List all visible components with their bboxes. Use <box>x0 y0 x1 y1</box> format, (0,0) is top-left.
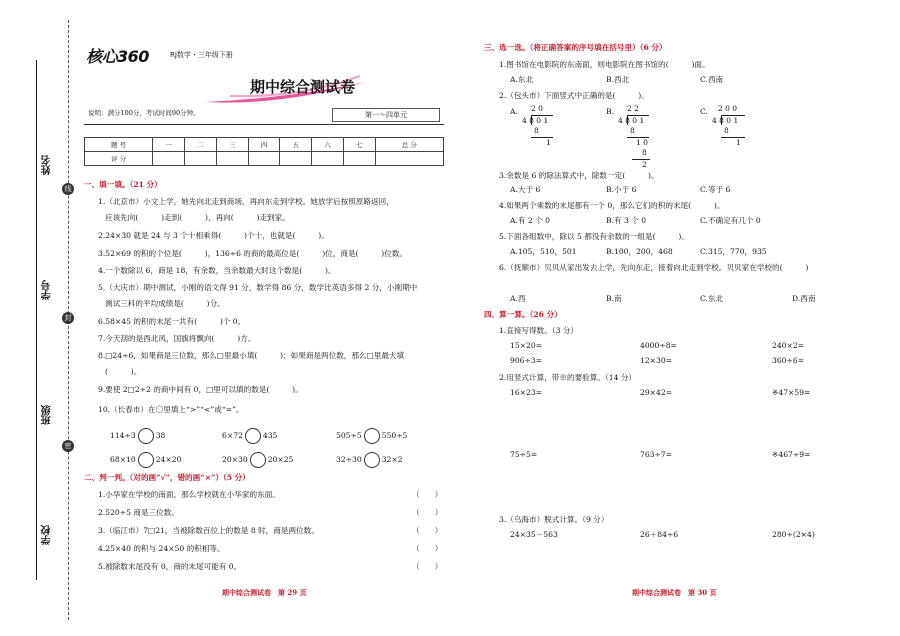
division-c: 2 0 0 4 8 0 1 8 1 <box>712 104 756 154</box>
s1-q2: 2.24×30 就是 24 与 3 个十相乘得( )个十，也就是( )。 <box>98 231 329 240</box>
s3-q2-a: A. <box>510 107 518 116</box>
s3-q5: 5.下面各组数中，除以 5 都没有余数的一组是( )。 <box>499 232 689 241</box>
footer-right: 期中综合测试卷 第 30 页 <box>632 588 717 597</box>
s1-q7: 7.今天刮的是西北风，国旗将飘向( )方。 <box>98 334 256 343</box>
vertical-calc-item: 16×23= <box>510 388 543 397</box>
binding-line <box>36 60 37 580</box>
compare-circle[interactable] <box>364 452 380 468</box>
score-cell: 四 <box>248 138 280 152</box>
score-table <box>84 137 444 166</box>
s3-q4: 4.如果两个乘数的末尾都有一个 0，那么它们的积的末尾( )。 <box>499 201 725 210</box>
compare-circle[interactable] <box>245 428 261 444</box>
compare-item <box>110 428 165 444</box>
score-input[interactable] <box>184 152 216 166</box>
s3-q5-a: A.105，510，501 <box>510 247 577 256</box>
calc-item: 240×2= <box>772 341 805 350</box>
score-cell: 二 <box>184 138 216 152</box>
unit-label: 第一～四单元 <box>332 108 440 122</box>
s2-item-4: 4.25×40 的积与 24×50 的积相等。 <box>98 544 225 553</box>
compare-left: 20×30 <box>222 455 248 464</box>
score-input[interactable] <box>248 152 280 166</box>
s3-q6-a: A.西 <box>510 294 526 303</box>
s1-q6: 6.58×45 的积的末尾一共有( )个 0。 <box>98 317 246 326</box>
s3-q3-c: C.等于 6 <box>700 185 731 194</box>
compare-right: 435 <box>262 431 278 440</box>
compare-circle[interactable] <box>364 428 380 444</box>
compare-item <box>336 428 407 444</box>
student-number-label: 学号 <box>42 280 53 300</box>
s3-q4-a: A.有 2 个 0 <box>510 216 550 225</box>
s4-part3: 3.（乌海市）脱式计算。（9 分） <box>499 515 609 524</box>
s3-q3-b: B.小于 6 <box>606 185 637 194</box>
compare-left: 505÷5 <box>336 431 362 440</box>
school-label: 学校 <box>42 525 53 545</box>
s1-q10: 10.（长春市）在〇里填上“>”“<”或“=”。 <box>98 405 244 414</box>
compare-item <box>110 452 181 468</box>
s2-item-5: 5.被除数末尾没有 0，商的末尾可能有 0。 <box>98 562 242 571</box>
step-calc-item: 24×35－563 <box>510 530 558 539</box>
section-3-heading: 三、选一选。（将正确答案的序号填在括号里）（6 分） <box>484 43 667 52</box>
compare-left: 68×10 <box>110 455 136 464</box>
score-input[interactable] <box>216 152 248 166</box>
s2-item-1: 1.小华家在学校的南面，那么学校就在小华家的东面。 <box>98 490 280 499</box>
section-1-heading: 一、填一填。（21 分） <box>84 180 162 189</box>
s1-q1-line1: 1.（北京市）小文上学，她先向北走到商场，再向东走到学校。她放学后按照原路返回， <box>98 197 394 206</box>
name-label: 姓名 <box>42 155 53 175</box>
judge-blank[interactable]: （ ） <box>412 526 443 535</box>
calc-item: 906÷3= <box>510 356 543 365</box>
s1-q9: 9.要使 2□2÷2 的商中间有 0，□里可以填的数是( )。 <box>98 385 303 394</box>
s1-q5-line2: 测试三科的平均成绩是( )分。 <box>105 299 225 308</box>
seal-xian: 线 <box>62 183 74 195</box>
calc-item: 15×20= <box>510 341 543 350</box>
page-title: 期中综合测试卷 <box>250 78 356 96</box>
step-calc-item: 26＋84÷6 <box>640 530 679 539</box>
seal-mi: 密 <box>62 440 74 452</box>
binding-strip <box>0 0 72 636</box>
s1-q8-line1: 8.□24÷6，如果商是三位数，那么□里最小填( )；如果商是两位数，那么□里最大填 <box>98 351 405 360</box>
score-cell: 六 <box>312 138 344 152</box>
class-label: 班级 <box>42 405 53 425</box>
vertical-calc-item: 29×42= <box>640 388 673 397</box>
s3-q2-c: C. <box>700 107 708 116</box>
judge-blank[interactable]: （ ） <box>412 508 443 517</box>
s3-q1: 1.图书馆在电影院的东南面，则电影院在图书馆的( )面。 <box>499 60 710 69</box>
s3-q6-c: C.东北 <box>700 294 724 303</box>
s1-q8-line2: ( )。 <box>105 367 142 376</box>
s3-q3: 3.余数是 6 的除法算式中，除数一定( )。 <box>499 171 659 180</box>
score-cell: 五 <box>280 138 312 152</box>
section-4-heading: 四、算一算。（26 分） <box>484 310 562 319</box>
score-cell: 题 号 <box>85 138 153 152</box>
s3-q2-b: B. <box>606 107 614 116</box>
s3-q3-a: A.大于 6 <box>510 185 541 194</box>
logo: 核心360 <box>86 47 149 66</box>
judge-blank[interactable]: （ ） <box>412 544 443 553</box>
header-rule <box>84 124 444 125</box>
compare-circle[interactable] <box>138 452 154 468</box>
score-input[interactable] <box>280 152 312 166</box>
s3-q2: 2.（包头市）下面竖式中正确的是( )。 <box>499 91 649 100</box>
compare-right: 550÷5 <box>381 431 408 440</box>
compare-left: 6×72 <box>222 431 243 440</box>
s3-q4-c: C.不确定有几个 0 <box>700 216 761 225</box>
subject-label: RJ数学・三年级下册 <box>170 51 233 59</box>
s1-q4: 4.一个数除以 6，商是 18，有余数，当余数最大时这个数是( )。 <box>98 266 336 275</box>
compare-right: 32×2 <box>381 455 403 464</box>
seal-feng: 封 <box>62 312 74 324</box>
s3-q1-c: C.西南 <box>700 75 724 84</box>
s1-q1-line2: 应该先向( )走到( )，再向( )走到家。 <box>105 213 290 222</box>
exam-note: 说明：满分100分，考试时间90分钟。 <box>88 109 200 117</box>
compare-item <box>336 452 403 468</box>
compare-left: 114÷3 <box>110 431 136 440</box>
s3-q1-b: B.西北 <box>606 75 630 84</box>
compare-left: 32÷30 <box>336 455 362 464</box>
compare-right: 20×25 <box>267 455 294 464</box>
judge-blank[interactable]: （ ） <box>412 490 443 499</box>
division-b: 2 2 4 8 0 1 8 1 0 8 2 <box>618 104 658 170</box>
calc-item: 12×30= <box>640 356 673 365</box>
vertical-calc-item: 763÷7= <box>640 450 673 459</box>
judge-blank[interactable]: （ ） <box>412 562 443 571</box>
step-calc-item: 280÷(2×4) <box>772 530 815 539</box>
score-input[interactable] <box>312 152 344 166</box>
footer-left: 期中综合测试卷 第 29 页 <box>222 588 307 597</box>
compare-right: 38 <box>155 431 166 440</box>
s2-item-3: 3.（临江市）7□21，当被除数百位上的数是 8 时，商是两位数。 <box>98 526 319 535</box>
score-cell: 总 分 <box>375 138 443 152</box>
s3-q4-b: B.有 3 个 0 <box>606 216 647 225</box>
vertical-calc-item: 75÷5= <box>510 450 538 459</box>
score-cell: 评 分 <box>85 152 153 166</box>
score-value-row <box>85 152 444 166</box>
vertical-calc-item: ※467÷9= <box>772 450 811 459</box>
score-cell: 七 <box>343 138 375 152</box>
s1-q5-line1: 5.（大庆市）期中测试，小刚的语文得 91 分，数学得 86 分，数学比英语多得 2 分，小刚期中 <box>98 283 418 292</box>
score-input[interactable] <box>153 152 185 166</box>
s1-q3: 3.52×69 的积的个位是( )，136÷6 的商的最高位是( )位，商是( )位数。 <box>98 249 408 258</box>
s4-part1: 1.直接写得数。（3 分） <box>499 326 579 335</box>
score-cell: 一 <box>153 138 185 152</box>
s3-q5-b: B.100，200，468 <box>606 247 673 256</box>
s3-q5-c: C.315，770，935 <box>700 247 767 256</box>
score-cell: 三 <box>216 138 248 152</box>
s4-part2: 2.用竖式计算，带※的要验算。（14 分） <box>499 373 637 382</box>
compare-item <box>222 428 277 444</box>
vertical-calc-item: ※47×59= <box>772 388 811 397</box>
s3-q6-b: B.南 <box>606 294 622 303</box>
compare-circle[interactable] <box>138 428 154 444</box>
calc-item: 360÷6= <box>772 356 805 365</box>
s3-q1-a: A.东北 <box>510 75 534 84</box>
score-input[interactable] <box>343 152 375 166</box>
division-a: 2 0 4 8 0 1 8 1 <box>522 104 562 154</box>
s3-q6-d: D.西南 <box>792 294 816 303</box>
compare-right: 24×20 <box>155 455 182 464</box>
score-input[interactable] <box>375 152 443 166</box>
s3-q6: 6.（抚顺市）贝贝从家出发去上学，先向东走，接着向北走到学校。贝贝家在学校的( ) <box>499 263 809 272</box>
compare-item <box>222 452 293 468</box>
section-2-heading: 二、判一判。（对的画“√”，错的画“×”）（5 分） <box>84 473 250 482</box>
compare-circle[interactable] <box>250 452 266 468</box>
score-header-row <box>85 138 444 152</box>
calc-item: 4000÷8= <box>640 341 677 350</box>
s2-item-2: 2.520÷5 商是三位数。 <box>98 508 179 517</box>
